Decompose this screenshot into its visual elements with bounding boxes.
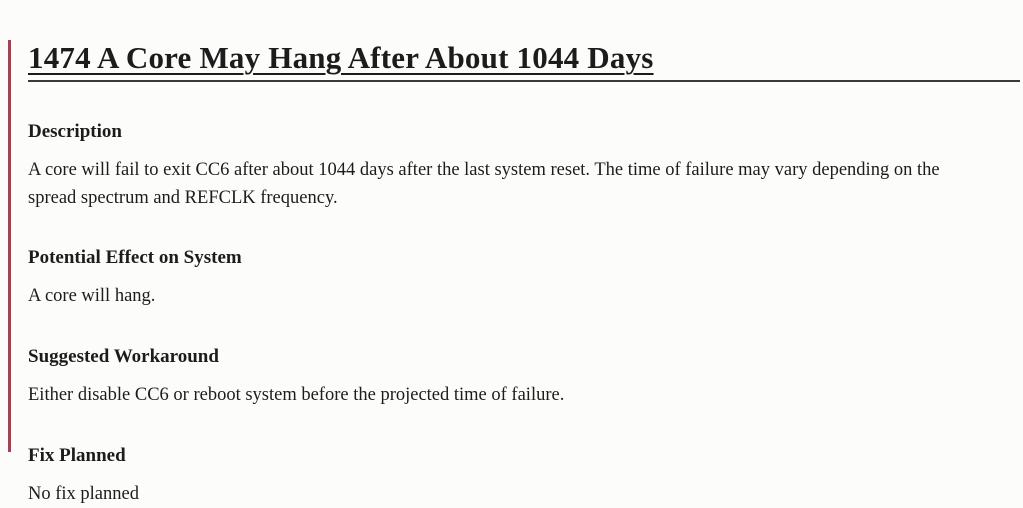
section-heading-description: Description xyxy=(28,121,122,142)
title-rule xyxy=(28,80,1020,82)
section-heading-suggested-workaround: Suggested Workaround xyxy=(28,346,219,368)
section-heading-potential-effect: Potential Effect on System xyxy=(28,247,242,269)
section-body-fix-planned: No fix planned xyxy=(28,483,139,504)
left-accent-bar xyxy=(8,40,11,452)
section-heading-fix-planned: Fix Planned xyxy=(28,444,126,466)
section-body-description: A core will fail to exit CC6 after about 1044 days after the last system reset. The time of failure may vary depending on the spread spectrum and REFCLK frequency. xyxy=(28,159,940,208)
section-body-suggested-workaround: Either disable CC6 or reboot system before the projected time of failure. xyxy=(28,384,565,405)
section-body-potential-effect: A core will hang. xyxy=(28,286,156,307)
page-title: 1474 A Core May Hang After About 1044 Days xyxy=(28,40,654,75)
document-content xyxy=(28,0,1020,508)
